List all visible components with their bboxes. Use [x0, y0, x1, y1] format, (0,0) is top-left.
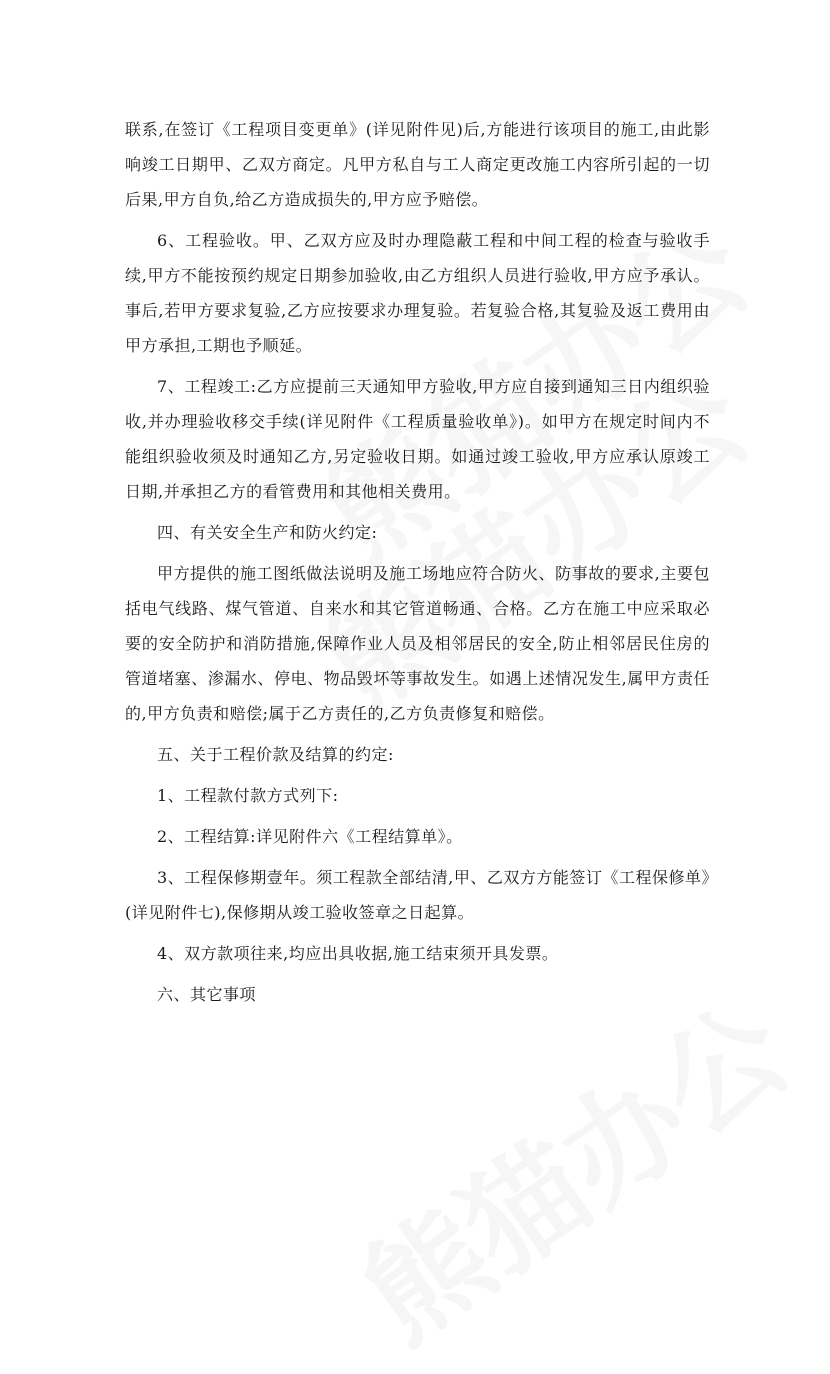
- paragraph-receipts: 4、双方款项往来,均应出具收据,施工结束须开具发票。: [157, 944, 559, 963]
- paragraph-payment-method: 1、工程款付款方式列下:: [157, 786, 339, 805]
- paragraph-item-6-acceptance: 6、工程验收。甲、乙双方应及时办理隐蔽工程和中间工程的检查与验收手续,甲方不能按预约规定日期参加验收,由乙方组织人员进行验收,甲方应予承认。事后,若甲方要求复验,乙方应按要求办理复验。若复验合格,其复验及返工费用由甲方承担,工期也予顺延。: [125, 231, 710, 355]
- section-heading-safety: 四、有关安全生产和防火约定:: [157, 523, 378, 542]
- paragraph-change-order: 联系,在签订《工程项目变更单》(详见附件见)后,方能进行该项目的施工,由此影响竣工日期甲、乙双方商定。凡甲方私自与工人商定更改施工内容所引起的一切后果,甲方自负,给乙方造成损失的,甲方应予赔偿。: [125, 120, 710, 209]
- paragraph-settlement: 2、工程结算:详见附件六《工程结算单》。: [157, 827, 463, 846]
- paragraph-item-7-completion: 7、工程竣工:乙方应提前三天通知甲方验收,甲方应自接到通知三日内组织验收,并办理验收移交手续(详见附件《工程质量验收单》)。如甲方在规定时间内不能组织验收须及时通知乙方,另定验收日期。如通过竣工验收,甲方应承认原竣工日期,并承担乙方的看管费用和其他相关费用。: [125, 377, 710, 501]
- document-body: [125, 112, 710, 1012]
- paragraph-safety-requirements: 甲方提供的施工图纸做法说明及施工场地应符合防火、防事故的要求,主要包括电气线路、煤气管道、自来水和其它管道畅通、合格。乙方在施工中应采取必要的安全防护和消防措施,保障作业人员及相邻居民的安全,防止相邻居民住房的管道堵塞、渗漏水、停电、物品毁坏等事故发生。如遇上述情况发生,属甲方责任的,甲方负责和赔偿;属于乙方责任的,乙方负责修复和赔偿。: [125, 564, 710, 723]
- paragraph-warranty: 3、工程保修期壹年。须工程款全部结清,甲、乙双方方能签订《工程保修单》(详见附件七),保修期从竣工验收签章之日起算。: [125, 868, 710, 922]
- section-heading-other: 六、其它事项: [157, 985, 257, 1004]
- watermark: [324, 958, 816, 1374]
- section-heading-payment: 五、关于工程价款及结算的约定:: [157, 745, 394, 764]
